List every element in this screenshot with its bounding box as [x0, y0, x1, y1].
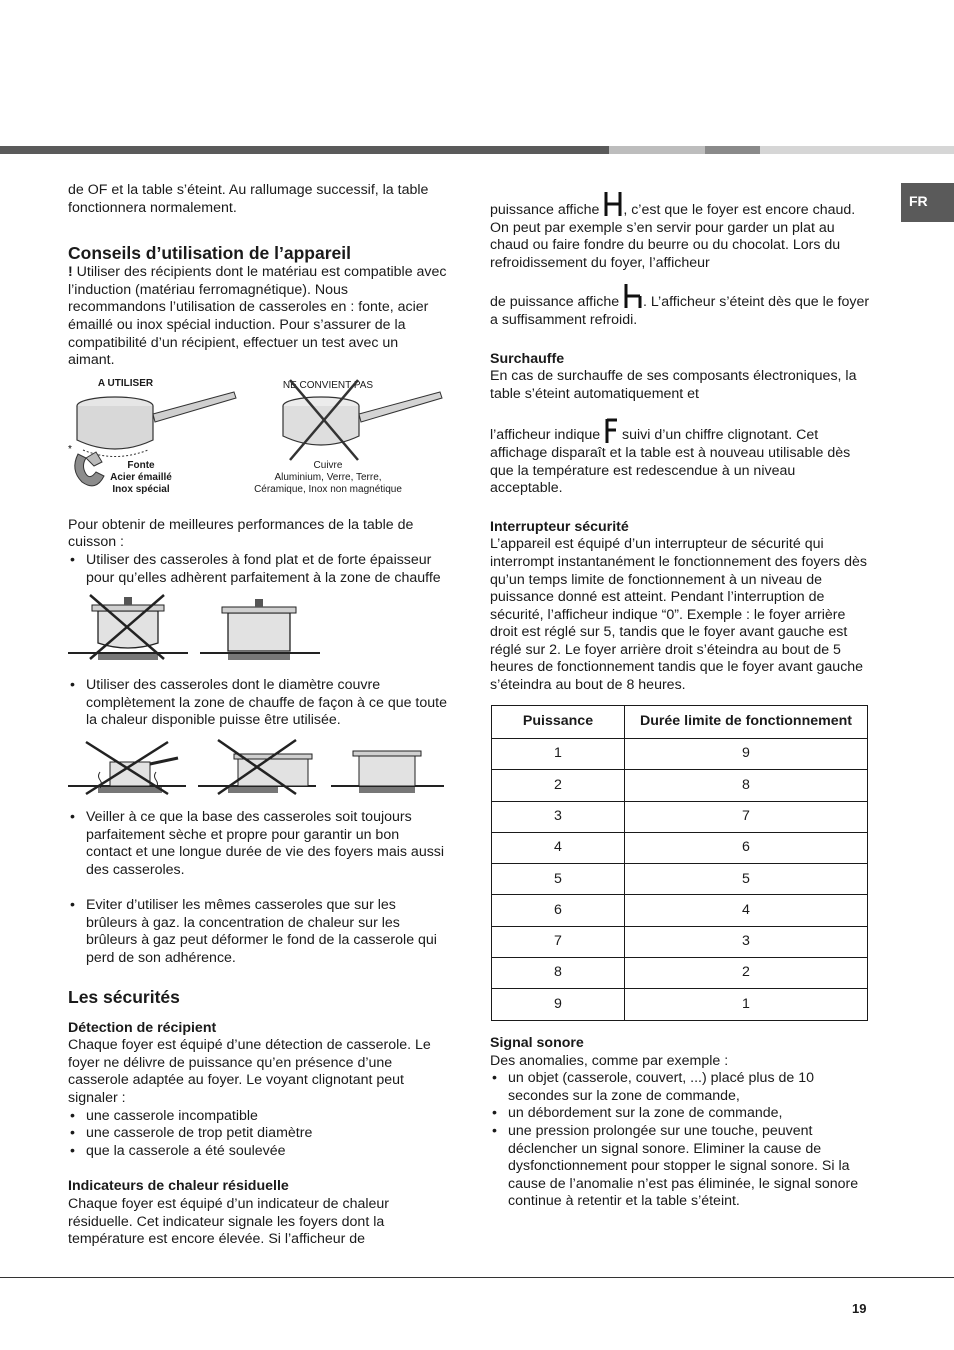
- perf-list-3: [68, 809, 448, 968]
- cell-duree: 4: [625, 895, 868, 926]
- residual-text: Chaque foyer est équipé d’un indicateur de chaleur résiduelle. Cet indicateur signale les foyers dont la température est encore élevée. Si l’afficheur de: [68, 1196, 390, 1248]
- list-item: • une pression prolongée sur une touche, peuvent déclencher un signal sonore. Eliminer la cause de dysfonctionnement pour stopper le signal sonore. Si la cause de l’anomalie n’est pas éliminée, le signal sonore continue à retentir et la table s’éteint.: [490, 1123, 870, 1211]
- list-item: • un débordement sur la zone de commande,: [490, 1105, 870, 1123]
- intro-text: de OF et la table s’éteint. Au rallumage successif, la table fonctionnera normalement.: [68, 182, 429, 216]
- left-column: [68, 182, 448, 1249]
- warning-mark: !: [68, 264, 73, 281]
- cell-duree: 9: [625, 739, 868, 770]
- display-F-icon: [604, 417, 618, 443]
- list-item: • Veiller à ce que la base des casseroles soit toujours parfaitement sèche et propre pour garantir un bon contact et une longue durée de vie des foyers mais aussi des casseroles.: [68, 809, 448, 879]
- list-item: • Eviter d’utiliser les mêmes casseroles que sur les brûleurs à gaz. la concentration de chaleur sur les brûleurs à gaz peut déformer le fond de la casserole qui perd de son adhérence.: [68, 897, 448, 967]
- table-row: [492, 770, 868, 801]
- power-duration-table: [491, 705, 868, 1021]
- cell-duree: 1: [625, 989, 868, 1020]
- surchauffe-part-a: l’afficheur indique: [490, 427, 605, 444]
- flat-bottom-figure: [68, 591, 448, 663]
- residual-cool-a: de puissance affiche: [490, 294, 624, 311]
- cell-duree: 8: [625, 770, 868, 801]
- residual-continued: [490, 190, 870, 272]
- material-acier: Acier émaillé: [110, 471, 172, 483]
- list-item: • Utiliser des casseroles dont le diamètre couvre complètement la zone de chauffe de façon à ce que toute la chaleur disponible puisse être utilisée.: [68, 677, 448, 730]
- header-bar-light: [609, 146, 705, 154]
- residual-cool-b: . L’afficheur s’éteint dès que le foyer a suffisamment refroidi.: [490, 294, 870, 328]
- right-column: [490, 190, 870, 695]
- label-a-utiliser: A UTILISER: [97, 377, 154, 389]
- header-duree: Durée limite de fonctionnement: [625, 706, 868, 739]
- header-bar-dark: [0, 146, 609, 154]
- table-row: [492, 864, 868, 895]
- list-item: • un objet (casserole, couvert, ...) placé plus de 10 secondes sur la zone de commande,: [490, 1070, 870, 1105]
- detection-list: [68, 1108, 448, 1161]
- cell-puissance: 4: [492, 832, 625, 863]
- cell-duree: 7: [625, 801, 868, 832]
- table-header-row: [492, 706, 868, 739]
- footer-divider: [0, 1277, 954, 1278]
- ko-materials: [243, 460, 413, 496]
- surchauffe-text: En cas de surchauffe de ses composants électroniques, la table s’éteint automatiquement et: [490, 368, 857, 402]
- material-cuivre: Cuivre: [313, 459, 343, 471]
- pan-compatibility-figure: [68, 370, 448, 504]
- ok-materials: [101, 460, 181, 496]
- material-alu: Aluminium, Verre, Terre,: [274, 471, 382, 483]
- table-row: [492, 739, 868, 770]
- surchauffe-heading: Surchauffe: [490, 350, 565, 367]
- material-inox: Inox spécial: [112, 483, 170, 495]
- signal-list: [490, 1070, 870, 1211]
- header-bar-mid: [705, 146, 760, 154]
- surchauffe-display: [490, 417, 870, 497]
- cell-puissance: 8: [492, 958, 625, 989]
- residual-part-b: , c’est que le foyer est encore chaud. On peut par exemple s’en servir pour garder un plat au chaud ou faire fondre du beurre ou du chocolat. Lors du refroidissement du foyer, l’afficheur: [490, 202, 856, 271]
- securites-heading: Les sécurités: [68, 986, 180, 1007]
- cell-duree: 5: [625, 864, 868, 895]
- label-ne-convient-pas: NE CONVIENT PAS: [282, 379, 374, 391]
- table-row: [492, 989, 868, 1020]
- interrupteur-text: L’appareil est équipé d’un interrupteur de sécurité qui interrompt instantanément le fonctionnement des foyers dès qu’un temps limite de fonctionnement à un niveau de puissance donné est atteint. Pendant l’interruption de sécurité, l’afficheur indique “0”. Exemple : le foyer arrière droit est réglé sur 5, tandis que le foyer avant gauche est réglé sur 2. Le foyer arrière droit s’éteindra au bout de 5 heures de fonctionnement tandis que le foyer avant gauche s’éteindra au bout de 8 heures.: [490, 536, 867, 694]
- cell-puissance: 7: [492, 926, 625, 957]
- language-tab: FR: [901, 183, 954, 222]
- cell-duree: 6: [625, 832, 868, 863]
- detection-text: Chaque foyer est équipé d’une détection de casserole. Le foyer ne délivre de puissance qu’en présence d’une casserole adaptée au foyer. Le voyant clignotant peut signaler :: [68, 1037, 431, 1107]
- cell-puissance: 6: [492, 895, 625, 926]
- detection-heading: Détection de récipient: [68, 1019, 217, 1036]
- surchauffe-part-b: suivi d’un chiffre clignotant. Cet affichage disparaît et la table est à nouveau utilisable dès que la température est redescendue à un niveau acceptable.: [490, 427, 851, 497]
- header-bar-light-end: [760, 146, 954, 154]
- perf-list: [68, 552, 448, 587]
- signal-heading: Signal sonore: [490, 1035, 584, 1051]
- material-fonte: Fonte: [127, 459, 155, 471]
- list-item: • une casserole de trop petit diamètre: [68, 1125, 448, 1143]
- pan-diameter-figure: [68, 736, 448, 798]
- cell-puissance: 9: [492, 989, 625, 1020]
- material-ceramique: Céramique, Inox non magnétique: [254, 483, 402, 495]
- cell-puissance: 2: [492, 770, 625, 801]
- table-row: [492, 926, 868, 957]
- table-row: [492, 801, 868, 832]
- table-row: [492, 958, 868, 989]
- signal-section: [490, 1035, 870, 1211]
- perf-intro: Pour obtenir de meilleures performances de la table de cuisson :: [68, 516, 414, 551]
- list-item: • une casserole incompatible: [68, 1108, 448, 1126]
- residual-heading: Indicateurs de chaleur résiduelle: [68, 1178, 289, 1195]
- conseils-heading: Conseils d’utilisation de l’appareil: [68, 243, 351, 264]
- display-H-icon: [603, 190, 623, 218]
- residual-part-a: puissance affiche: [490, 202, 604, 218]
- asterisk-mark: *: [68, 443, 72, 455]
- header-puissance: Puissance: [492, 706, 625, 739]
- conseils-text: [68, 264, 448, 370]
- table-row: [492, 832, 868, 863]
- perf-list-2: [68, 677, 448, 730]
- conseils-body: Utiliser des récipients dont le matériau est compatible avec l’induction (matériau ferromagnétique). Nous recommandons l’utilisation de casseroles en : fonte, acier émaillé ou inox spécial induction. Pour s’assurer de la compatibilité d’un récipient, effectuer un test avec un aimant.: [68, 264, 447, 369]
- list-item: • que la casserole a été soulevée: [68, 1143, 448, 1161]
- cell-puissance: 5: [492, 864, 625, 895]
- interrupteur-heading: Interrupteur sécurité: [490, 518, 629, 535]
- cell-duree: 3: [625, 926, 868, 957]
- page-number: 19: [852, 1301, 867, 1316]
- signal-intro: Des anomalies, comme par exemple :: [490, 1052, 729, 1069]
- display-h-icon: [623, 282, 643, 310]
- cell-duree: 2: [625, 958, 868, 989]
- residual-cool: [490, 282, 870, 329]
- list-item: • Utiliser des casseroles à fond plat et de forte épaisseur pour qu’elles adhèrent parfaitement à la zone de chauffe: [68, 552, 448, 587]
- table-row: [492, 895, 868, 926]
- cell-puissance: 1: [492, 739, 625, 770]
- cell-puissance: 3: [492, 801, 625, 832]
